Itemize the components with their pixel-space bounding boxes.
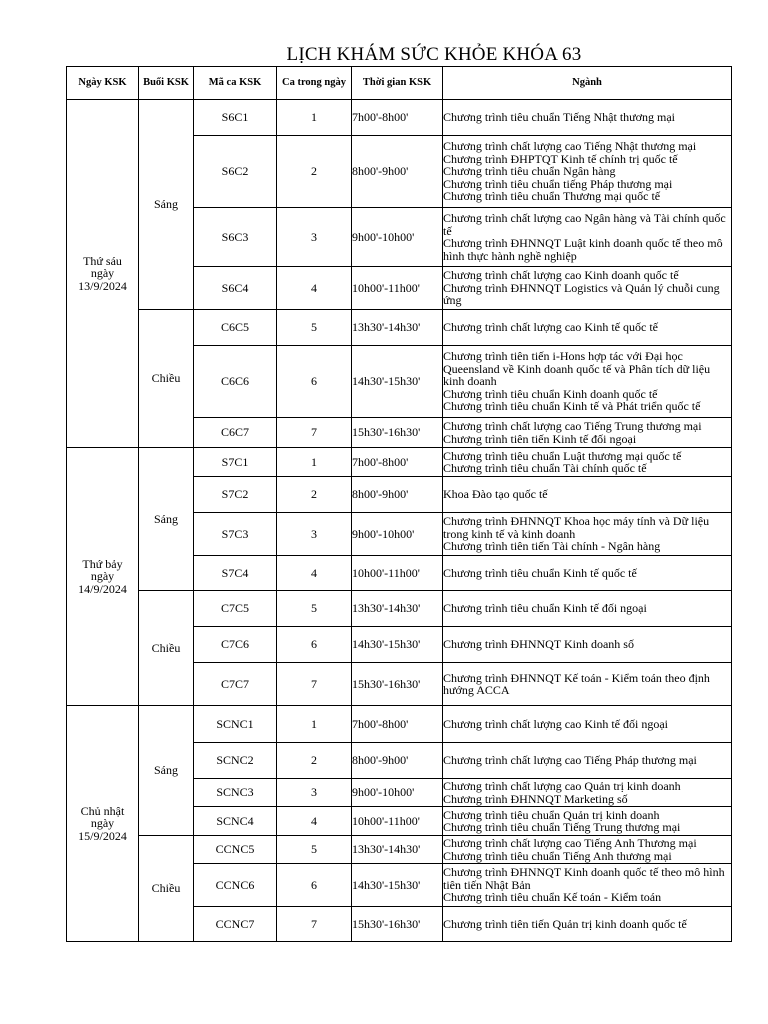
major-line: Chương trình chất lượng cao Tiếng Nhật thương mại bbox=[443, 139, 697, 154]
code-cell: C6C7 bbox=[194, 418, 277, 448]
major-line: Chương trình tiêu chuẩn Tiếng Trung thương mại bbox=[443, 820, 681, 834]
session-cell: Chiều bbox=[139, 836, 194, 942]
code-cell: SCNC1 bbox=[194, 706, 277, 743]
schedule-table bbox=[66, 66, 732, 942]
major-line: Chương trình ĐHPTQT Kinh tế chính trị quốc tế bbox=[443, 151, 678, 166]
time-cell: 14h30'-15h30' bbox=[352, 346, 443, 418]
time-cell: 14h30'-15h30' bbox=[352, 627, 443, 663]
day-cell bbox=[67, 448, 139, 706]
time-cell: 7h00'-8h00' bbox=[352, 448, 443, 477]
major-line: Chương trình chất lượng cao Kinh doanh quốc tế bbox=[443, 268, 679, 283]
major-line: Chương trình tiêu chuẩn Kinh tế và Phát triển quốc tế bbox=[443, 399, 701, 414]
shift-cell: 5 bbox=[277, 836, 352, 864]
table-row bbox=[67, 836, 732, 864]
table-row bbox=[67, 448, 732, 477]
major-line: Khoa Đào tạo quốc tế bbox=[443, 487, 548, 502]
code-cell: C6C6 bbox=[194, 346, 277, 418]
code-cell: S7C3 bbox=[194, 513, 277, 556]
code-cell: S7C4 bbox=[194, 556, 277, 591]
code-cell: S6C4 bbox=[194, 267, 277, 310]
shift-cell: 5 bbox=[277, 310, 352, 346]
major-line: Chương trình ĐHNNQT Marketing số bbox=[443, 791, 628, 806]
code-cell: SCNC2 bbox=[194, 743, 277, 779]
majors-cell bbox=[443, 556, 732, 591]
shift-cell: 4 bbox=[277, 556, 352, 591]
day-cell bbox=[67, 706, 139, 942]
major-line: Chương trình tiên tiến i-Hons hợp tác với Đại học Queensland về Kinh doanh quốc tế và Phân tích dữ liệu kinh doanh bbox=[443, 349, 711, 389]
table-header bbox=[67, 67, 732, 100]
time-cell: 7h00'-8h00' bbox=[352, 706, 443, 743]
time-cell: 9h00'-10h00' bbox=[352, 779, 443, 807]
shift-cell: 4 bbox=[277, 807, 352, 836]
time-cell: 8h00'-9h00' bbox=[352, 743, 443, 779]
time-cell: 13h30'-14h30' bbox=[352, 591, 443, 627]
majors-cell bbox=[443, 513, 732, 556]
shift-cell: 3 bbox=[277, 513, 352, 556]
major-line: Chương trình tiêu chuẩn Tài chính quốc tế bbox=[443, 461, 647, 475]
major-line: Chương trình tiêu chuẩn tiếng Pháp thương mại bbox=[443, 176, 673, 191]
code-cell: CCNC6 bbox=[194, 864, 277, 907]
majors-cell bbox=[443, 743, 732, 779]
time-cell: 8h00'-9h00' bbox=[352, 136, 443, 208]
header-code: Mã ca KSK bbox=[194, 67, 277, 100]
time-cell: 13h30'-14h30' bbox=[352, 310, 443, 346]
code-cell: S6C1 bbox=[194, 100, 277, 136]
majors-cell bbox=[443, 136, 732, 208]
major-line: Chương trình tiêu chuẩn Tiếng Nhật thương mại bbox=[443, 110, 676, 125]
table-body bbox=[67, 100, 732, 942]
day-label-line: 13/9/2024 bbox=[78, 278, 127, 293]
majors-cell bbox=[443, 836, 732, 864]
shift-cell: 1 bbox=[277, 100, 352, 136]
major-line: Chương trình chất lượng cao Kinh tế quốc tế bbox=[443, 320, 658, 335]
table-row bbox=[67, 591, 732, 627]
major-line: Chương trình tiêu chuẩn Ngân hàng bbox=[443, 164, 616, 179]
major-line: Chương trình chất lượng cao Kinh tế đối ngoại bbox=[443, 716, 668, 731]
day-label-line: Thứ sáu bbox=[83, 253, 122, 268]
day-cell bbox=[67, 100, 139, 448]
major-line: Chương trình tiêu chuẩn Kinh doanh quốc tế bbox=[443, 386, 658, 401]
code-cell: CCNC7 bbox=[194, 907, 277, 942]
major-line: Chương trình tiêu chuẩn Luật thương mại quốc tế bbox=[443, 448, 682, 463]
major-line: Chương trình chất lượng cao Tiếng Pháp thương mại bbox=[443, 753, 697, 768]
time-cell: 10h00'-11h00' bbox=[352, 267, 443, 310]
majors-cell bbox=[443, 100, 732, 136]
major-line: Chương trình chất lượng cao Tiếng Anh Thương mại bbox=[443, 836, 697, 850]
majors-cell bbox=[443, 627, 732, 663]
major-line: Chương trình tiêu chuẩn Kinh tế đối ngoại bbox=[443, 601, 647, 616]
day-label-line: 15/9/2024 bbox=[78, 828, 127, 843]
header-shift: Ca trong ngày bbox=[277, 67, 352, 100]
major-line: Chương trình ĐHNNQT Kế toán - Kiểm toán theo định hướng ACCA bbox=[443, 670, 710, 697]
major-line: Chương trình tiên tiến Tài chính - Ngân hàng bbox=[443, 539, 661, 554]
time-cell: 15h30'-16h30' bbox=[352, 418, 443, 448]
day-label-line: Chủ nhật bbox=[80, 803, 125, 818]
majors-cell bbox=[443, 779, 732, 807]
shift-cell: 6 bbox=[277, 864, 352, 907]
page-title: LỊCH KHÁM SỨC KHỎE KHÓA 63 bbox=[286, 44, 582, 65]
major-line: Chương trình tiêu chuẩn Kế toán - Kiểm toán bbox=[443, 890, 662, 905]
shift-cell: 5 bbox=[277, 591, 352, 627]
shift-cell: 2 bbox=[277, 477, 352, 513]
code-cell: C7C5 bbox=[194, 591, 277, 627]
majors-cell bbox=[443, 706, 732, 743]
code-cell: C7C7 bbox=[194, 663, 277, 706]
session-cell: Chiều bbox=[139, 591, 194, 706]
major-line: Chương trình ĐHNNQT Kinh doanh số bbox=[443, 637, 634, 652]
major-line: Chương trình chất lượng cao Tiếng Trung thương mại bbox=[443, 419, 702, 433]
session-cell: Sáng bbox=[139, 100, 194, 310]
header-time: Thời gian KSK bbox=[352, 67, 443, 100]
majors-cell bbox=[443, 310, 732, 346]
major-line: Chương trình tiêu chuẩn Thương mại quốc tế bbox=[443, 189, 661, 204]
code-cell: CCNC5 bbox=[194, 836, 277, 864]
header-majors: Ngành bbox=[443, 67, 732, 100]
day-label-line: Thứ bảy bbox=[82, 556, 123, 571]
code-cell: C7C6 bbox=[194, 627, 277, 663]
major-line: Chương trình tiêu chuẩn Tiếng Anh thương mại bbox=[443, 848, 672, 863]
major-line: Chương trình ĐHNNQT Khoa học máy tính và Dữ liệu trong kinh tế và kinh doanh bbox=[443, 514, 710, 541]
time-cell: 15h30'-16h30' bbox=[352, 663, 443, 706]
session-cell: Chiều bbox=[139, 310, 194, 448]
majors-cell bbox=[443, 663, 732, 706]
code-cell: C6C5 bbox=[194, 310, 277, 346]
majors-cell bbox=[443, 591, 732, 627]
day-label-line: ngày bbox=[90, 816, 115, 831]
session-cell: Sáng bbox=[139, 448, 194, 591]
shift-cell: 7 bbox=[277, 663, 352, 706]
code-cell: S7C2 bbox=[194, 477, 277, 513]
majors-cell bbox=[443, 448, 732, 477]
major-line: Chương trình ĐHNNQT Luật kinh doanh quốc tế theo mô hình thực hành nghề nghiệp bbox=[443, 236, 723, 263]
time-cell: 10h00'-11h00' bbox=[352, 556, 443, 591]
day-label-line: ngày bbox=[90, 266, 115, 281]
session-cell: Sáng bbox=[139, 706, 194, 836]
shift-cell: 7 bbox=[277, 907, 352, 942]
code-cell: S6C2 bbox=[194, 136, 277, 208]
majors-cell bbox=[443, 907, 732, 942]
majors-cell bbox=[443, 477, 732, 513]
header-row bbox=[67, 67, 732, 100]
major-line: Chương trình ĐHNNQT Kinh doanh quốc tế theo mô hình tiên tiến Nhật Bản bbox=[443, 865, 725, 892]
shift-cell: 6 bbox=[277, 346, 352, 418]
day-label-line: 14/9/2024 bbox=[78, 581, 127, 596]
shift-cell: 1 bbox=[277, 706, 352, 743]
time-cell: 14h30'-15h30' bbox=[352, 864, 443, 907]
majors-cell bbox=[443, 807, 732, 836]
major-line: Chương trình tiêu chuẩn Kinh tế quốc tế bbox=[443, 565, 637, 580]
major-line: Chương trình ĐHNNQT Logistics và Quản lý chuỗi cung ứng bbox=[443, 280, 720, 308]
shift-cell: 3 bbox=[277, 208, 352, 267]
time-cell: 9h00'-10h00' bbox=[352, 208, 443, 267]
majors-cell bbox=[443, 418, 732, 448]
time-cell: 8h00'-9h00' bbox=[352, 477, 443, 513]
code-cell: SCNC3 bbox=[194, 779, 277, 807]
shift-cell: 3 bbox=[277, 779, 352, 807]
shift-cell: 1 bbox=[277, 448, 352, 477]
header-session: Buổi KSK bbox=[139, 67, 194, 100]
shift-cell: 7 bbox=[277, 418, 352, 448]
table-row bbox=[67, 310, 732, 346]
time-cell: 9h00'-10h00' bbox=[352, 513, 443, 556]
shift-cell: 6 bbox=[277, 627, 352, 663]
code-cell: S7C1 bbox=[194, 448, 277, 477]
time-cell: 15h30'-16h30' bbox=[352, 907, 443, 942]
day-label-line: ngày bbox=[90, 569, 115, 584]
majors-cell bbox=[443, 267, 732, 310]
code-cell: S6C3 bbox=[194, 208, 277, 267]
major-line: Chương trình tiêu chuẩn Quản trị kinh doanh bbox=[443, 807, 660, 822]
major-line: Chương trình chất lượng cao Quản trị kinh doanh bbox=[443, 779, 681, 793]
shift-cell: 2 bbox=[277, 136, 352, 208]
majors-cell bbox=[443, 346, 732, 418]
table-row bbox=[67, 100, 732, 136]
header-date: Ngày KSK bbox=[67, 67, 139, 100]
shift-cell: 2 bbox=[277, 743, 352, 779]
time-cell: 13h30'-14h30' bbox=[352, 836, 443, 864]
major-line: Chương trình chất lượng cao Ngân hàng và Tài chính quốc tế bbox=[443, 211, 726, 238]
code-cell: SCNC4 bbox=[194, 807, 277, 836]
majors-cell bbox=[443, 864, 732, 907]
time-cell: 7h00'-8h00' bbox=[352, 100, 443, 136]
table-row bbox=[67, 706, 732, 743]
major-line: Chương trình tiên tiến Kinh tế đối ngoại bbox=[443, 431, 637, 446]
major-line: Chương trình tiên tiến Quản trị kinh doanh quốc tế bbox=[443, 916, 687, 931]
shift-cell: 4 bbox=[277, 267, 352, 310]
majors-cell bbox=[443, 208, 732, 267]
time-cell: 10h00'-11h00' bbox=[352, 807, 443, 836]
